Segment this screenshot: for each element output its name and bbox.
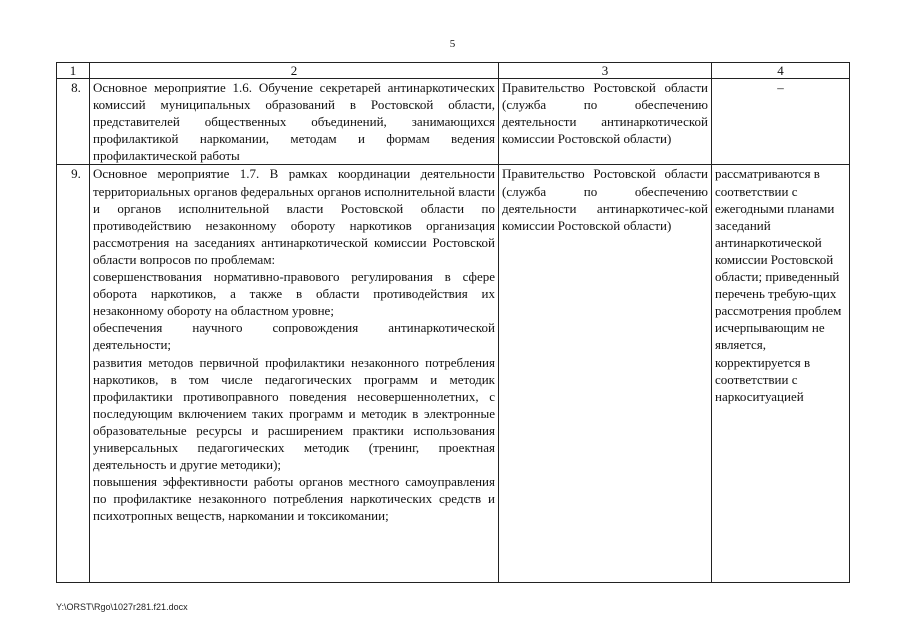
row-number-text: 8. xyxy=(71,80,81,95)
measure-description xyxy=(90,165,499,583)
row-number xyxy=(57,165,90,583)
measures-table xyxy=(56,62,850,583)
measure-paragraph: совершенствования нормативно-правового регулирования в сфере оборота наркотиков, а также в области противодействия их незаконному обороту на областном уровне; xyxy=(93,269,495,319)
page-number: 5 xyxy=(449,38,456,50)
measure-description xyxy=(90,79,499,165)
note-cell: рассматриваются в соответствии с ежегодными планами заседаний антинаркотической комиссии Ростовской области; приведенный перечень требую-щих рассмотрения проблем исчерпывающим не является, корректируется в соответствии с наркоситуацией xyxy=(712,165,850,583)
measure-paragraph: Основное мероприятие 1.7. В рамках координации деятельности территориальных органов федеральных органов исполнительной власти и органов исполнительной власти Ростовской области по противодействию незаконному обороту наркотиков организация рассмотрения на заседаниях антинаркотической комиссии Ростовской области вопросов по проблемам: xyxy=(93,166,495,267)
header-col-3: 3 xyxy=(499,63,712,79)
row-number xyxy=(57,79,90,165)
row-number-text: 9. xyxy=(71,166,81,182)
measure-paragraph: повышения эффективности работы органов местного самоуправления по профилактике незаконного потребления наркотических средств и психотропных веществ, наркомании и токсикомании; xyxy=(93,474,495,524)
executor-cell: Правительство Ростовской области (служба по обеспечению деятельности антинаркотической комиссии Ростовской области) xyxy=(499,79,712,165)
header-col-4: 4 xyxy=(712,63,850,79)
measure-paragraph: обеспечения научного сопровождения антинаркотической деятельности; xyxy=(93,320,495,353)
table-row xyxy=(57,165,850,583)
document-file-path: Y:\ORST\Rgo\1027r281.f21.docx xyxy=(56,602,188,612)
measure-paragraph: Основное мероприятие 1.6. Обучение секретарей антинаркотических комиссий муниципальных образований в Ростовской области, представителей общественных объединений, занимающихся профилактикой наркомании, методам и формам ведения профилактической работы xyxy=(93,80,495,164)
executor-cell: Правительство Ростовской области (служба по обеспечению деятельности антинаркотичес-кой комиссии Ростовской области) xyxy=(499,165,712,583)
header-col-1: 1 xyxy=(57,63,90,79)
table-header-row xyxy=(57,63,850,79)
table-row xyxy=(57,79,850,165)
header-col-2: 2 xyxy=(90,63,499,79)
measure-paragraph: развития методов первичной профилактики незаконного потребления наркотиков, в том числе педагогических программ и методик профилактики противоправного поведения несовершеннолетних, с последующим включением таких программ и методик в электронные образовательные ресурсы и расширением практики использования универсальных педагогических методик (тренинг, проектная деятельность и другие методики); xyxy=(93,354,495,473)
note-cell: – xyxy=(712,79,850,165)
